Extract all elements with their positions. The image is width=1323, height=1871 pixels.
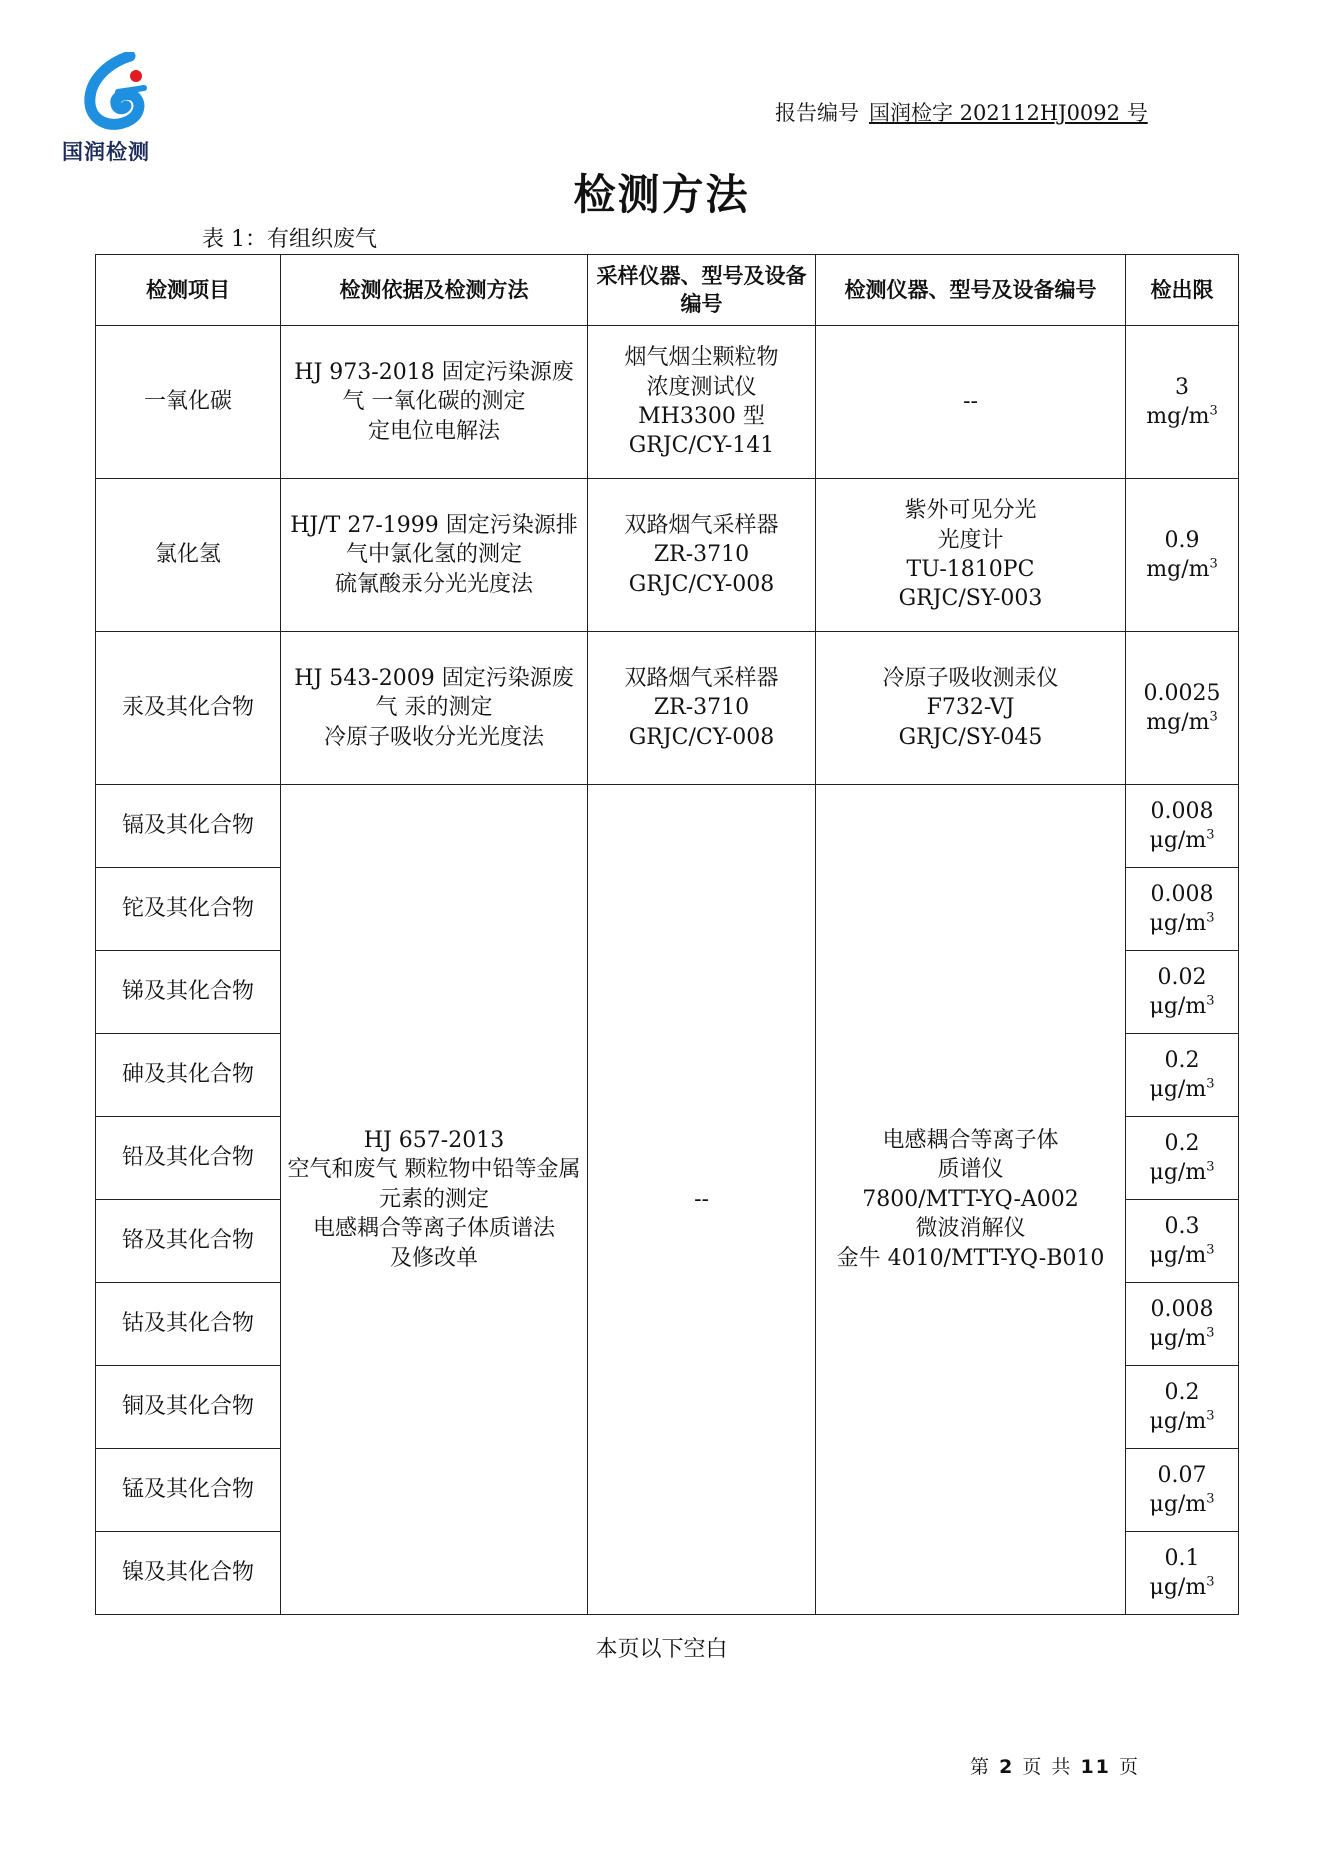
limit-value: 3	[1175, 374, 1189, 400]
page-suffix: 页	[1118, 1756, 1140, 1778]
item-cell: 汞及其化合物	[96, 632, 281, 785]
limit-value: 0.1	[1164, 1545, 1200, 1571]
limit-unit-exponent: 3	[1206, 993, 1215, 1009]
sampler-cell: 双路烟气采样器 ZR-3710 GRJC/CY-008	[588, 632, 816, 785]
limit-cell	[1126, 326, 1239, 479]
page-current: 2	[999, 1756, 1015, 1778]
page-prefix: 第	[970, 1756, 992, 1778]
methods-table	[95, 254, 1239, 1615]
header-item: 检测项目	[96, 255, 281, 326]
method-cell: HJ 657-2013 空气和废气 颗粒物中铅等金属元素的测定 电感耦合等离子体质谱法 及修改单	[281, 785, 588, 1615]
limit-unit	[1130, 1158, 1234, 1187]
header-limit: 检出限	[1126, 255, 1239, 326]
item-cell: 钴及其化合物	[96, 1283, 281, 1366]
header-method: 检测依据及检测方法	[281, 255, 588, 326]
limit-cell	[1126, 1117, 1239, 1200]
table-row	[96, 326, 1239, 479]
limit-value: 0.07	[1157, 1462, 1207, 1488]
instrument-cell: --	[816, 326, 1126, 479]
blank-below-note: 本页以下空白	[595, 1637, 728, 1662]
limit-unit-exponent: 3	[1206, 1325, 1215, 1341]
item-cell: 一氧化碳	[96, 326, 281, 479]
item-cell: 镍及其化合物	[96, 1532, 281, 1615]
limit-unit-exponent: 3	[1206, 1574, 1215, 1590]
limit-value: 0.2	[1164, 1047, 1200, 1073]
limit-unit-text: μg/m	[1149, 1492, 1207, 1517]
table-row	[96, 785, 1239, 868]
limit-unit	[1130, 992, 1234, 1021]
limit-unit	[1130, 1490, 1234, 1519]
header-instrument: 检测仪器、型号及设备编号	[816, 255, 1126, 326]
instrument-cell: 冷原子吸收测汞仪 F732-VJ GRJC/SY-045	[816, 632, 1126, 785]
limit-unit-exponent: 3	[1206, 1242, 1215, 1258]
limit-cell	[1126, 1034, 1239, 1117]
report-number-label: 报告编号	[775, 101, 859, 125]
sampler-cell: --	[588, 785, 816, 1615]
company-logo	[62, 52, 172, 167]
logo-mark-icon	[78, 52, 154, 132]
limit-unit	[1130, 402, 1234, 431]
item-cell: 锰及其化合物	[96, 1449, 281, 1532]
page-middle: 页 共	[1022, 1756, 1073, 1778]
limit-unit	[1130, 1075, 1234, 1104]
sampler-cell: 双路烟气采样器 ZR-3710 GRJC/CY-008	[588, 479, 816, 632]
limit-value: 0.008	[1150, 881, 1214, 907]
limit-cell	[1126, 868, 1239, 951]
limit-value: 0.3	[1164, 1213, 1200, 1239]
item-cell: 铅及其化合物	[96, 1117, 281, 1200]
logo-text: 国润检测	[62, 140, 150, 164]
limit-cell	[1126, 1366, 1239, 1449]
limit-unit-text: mg/m	[1146, 557, 1210, 582]
item-cell: 铬及其化合物	[96, 1200, 281, 1283]
limit-unit-exponent: 3	[1206, 1491, 1215, 1507]
limit-cell	[1126, 1200, 1239, 1283]
method-cell: HJ/T 27-1999 固定污染源排气中氯化氢的测定 硫氰酸汞分光光度法	[281, 479, 588, 632]
instrument-cell: 电感耦合等离子体 质谱仪 7800/MTT-YQ-A002 微波消解仪 金牛 4010/MTT-YQ-B010	[816, 785, 1126, 1615]
limit-unit-exponent: 3	[1206, 1408, 1215, 1424]
limit-unit	[1130, 1241, 1234, 1270]
limit-cell	[1126, 1283, 1239, 1366]
instrument-cell: 紫外可见分光 光度计 TU-1810PC GRJC/SY-003	[816, 479, 1126, 632]
table-caption: 表 1：有组织废气	[202, 227, 377, 252]
limit-value: 0.008	[1150, 798, 1214, 824]
limit-unit-text: μg/m	[1149, 911, 1207, 936]
limit-unit-text: mg/m	[1146, 710, 1210, 735]
limit-unit	[1130, 708, 1234, 737]
limit-unit-text: μg/m	[1149, 1575, 1207, 1600]
limit-cell	[1126, 479, 1239, 632]
limit-cell	[1126, 632, 1239, 785]
limit-value: 0.008	[1150, 1296, 1214, 1322]
limit-value: 0.02	[1157, 964, 1207, 990]
limit-unit-text: μg/m	[1149, 1243, 1207, 1268]
method-cell: HJ 543-2009 固定污染源废气 汞的测定 冷原子吸收分光光度法	[281, 632, 588, 785]
item-cell: 铜及其化合物	[96, 1366, 281, 1449]
limit-unit-text: μg/m	[1149, 1077, 1207, 1102]
limit-unit	[1130, 555, 1234, 584]
item-cell: 砷及其化合物	[96, 1034, 281, 1117]
limit-unit	[1130, 1324, 1234, 1353]
limit-cell	[1126, 785, 1239, 868]
limit-unit	[1130, 1573, 1234, 1602]
table-row	[96, 632, 1239, 785]
table-header-row	[96, 255, 1239, 326]
limit-unit-exponent: 3	[1206, 910, 1215, 926]
item-cell: 铊及其化合物	[96, 868, 281, 951]
limit-unit-exponent: 3	[1209, 556, 1218, 572]
limit-unit-exponent: 3	[1206, 1159, 1215, 1175]
header-sampler: 采样仪器、型号及设备编号	[588, 255, 816, 326]
limit-unit-exponent: 3	[1206, 1076, 1215, 1092]
limit-unit-text: mg/m	[1146, 404, 1210, 429]
method-cell: HJ 973-2018 固定污染源废气 一氧化碳的测定 定电位电解法	[281, 326, 588, 479]
limit-unit-text: μg/m	[1149, 994, 1207, 1019]
limit-unit-text: μg/m	[1149, 1326, 1207, 1351]
limit-value: 0.9	[1164, 527, 1200, 553]
limit-value: 0.2	[1164, 1130, 1200, 1156]
sampler-cell: 烟气烟尘颗粒物 浓度测试仪 MH3300 型 GRJC/CY-141	[588, 326, 816, 479]
item-cell: 氯化氢	[96, 479, 281, 632]
limit-unit	[1130, 826, 1234, 855]
limit-unit	[1130, 909, 1234, 938]
table-row	[96, 479, 1239, 632]
page-total: 11	[1080, 1756, 1111, 1778]
limit-unit	[1130, 1407, 1234, 1436]
limit-unit-exponent: 3	[1206, 827, 1215, 843]
item-cell: 锑及其化合物	[96, 951, 281, 1034]
limit-cell	[1126, 951, 1239, 1034]
limit-unit-text: μg/m	[1149, 1409, 1207, 1434]
report-number-value: 国润检字 202112HJ0092 号	[869, 101, 1148, 125]
limit-cell	[1126, 1532, 1239, 1615]
limit-cell	[1126, 1449, 1239, 1532]
limit-value: 0.0025	[1143, 680, 1221, 706]
limit-unit-text: μg/m	[1149, 828, 1207, 853]
page-title: 检测方法	[573, 170, 750, 219]
page-number	[970, 1752, 1140, 1779]
limit-unit-exponent: 3	[1209, 403, 1218, 419]
limit-unit-text: μg/m	[1149, 1160, 1207, 1185]
item-cell: 镉及其化合物	[96, 785, 281, 868]
limit-unit-exponent: 3	[1209, 709, 1218, 725]
report-number	[775, 97, 1148, 127]
limit-value: 0.2	[1164, 1379, 1200, 1405]
